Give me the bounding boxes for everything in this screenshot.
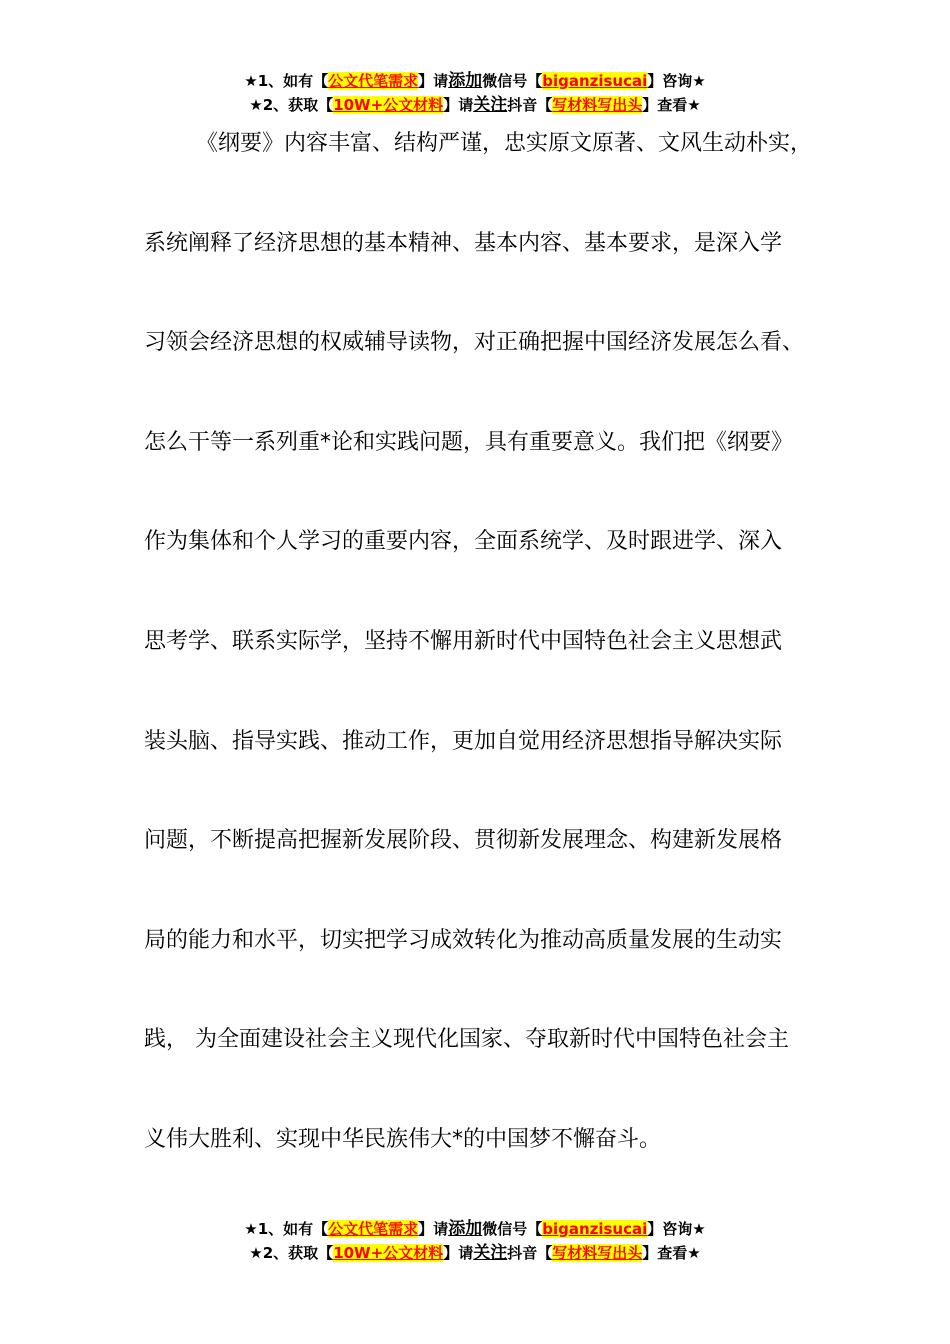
promo-emphasis: 关注 — [473, 95, 508, 115]
wechat-id-highlight: biganzisucai — [542, 1220, 648, 1238]
promo-line-1 — [0, 1217, 950, 1241]
footer-promo — [0, 1217, 950, 1265]
douyin-id-highlight: 写材料写出头 — [552, 96, 643, 114]
paragraph-line: 系统阐释了经济思想的基本精神、基本内容、基本要求，是深入学 — [144, 231, 783, 256]
promo-line-2 — [0, 93, 950, 117]
promo-text: 抖音【 — [507, 96, 553, 114]
promo-text: 】查看★ — [642, 96, 701, 114]
promo-text: ★2、获取【 — [249, 1244, 334, 1262]
paragraph-line: 局的能力和水平，切实把学习成效转化为推动高质量发展的生动实 — [144, 928, 783, 953]
paragraph-line: 义伟大胜利、实现中华民族伟大*的中国梦不懈奋斗。 — [144, 1127, 662, 1152]
promo-text: 】请 — [443, 1244, 474, 1262]
promo-highlight: 公文代笔需求 — [328, 72, 419, 90]
promo-text: 】查看★ — [642, 1244, 701, 1262]
paragraph-line: 作为集体和个人学习的重要内容，全面系统学、及时跟进学、深入 — [144, 529, 783, 554]
promo-emphasis: 关注 — [473, 1243, 508, 1263]
promo-text: 】请 — [418, 1220, 449, 1238]
promo-emphasis: 添加 — [448, 71, 483, 91]
promo-text: 】请 — [443, 96, 474, 114]
promo-text: 微信号【 — [482, 72, 543, 90]
promo-text: 】咨询★ — [647, 1220, 706, 1238]
promo-highlight: 10W+公文材料 — [333, 96, 444, 114]
paragraph-line: 思考学、联系实际学，坚持不懈用新时代中国特色社会主义思想武 — [144, 629, 783, 654]
promo-text: 抖音【 — [507, 1244, 553, 1262]
paragraph-line: 怎么干等一系列重*论和实践问题，具有重要意义。我们把《纲要》 — [144, 430, 794, 455]
promo-line-2 — [0, 1241, 950, 1265]
promo-text: ★2、获取【 — [249, 96, 334, 114]
paragraph-line: 习领会经济思想的权威辅导读物，对正确把握中国经济发展怎么看、 — [144, 330, 805, 355]
paragraph-line: 装头脑、指导实践、推动工作，更加自觉用经济思想指导解决实际 — [144, 729, 783, 754]
promo-text: ★1、如有【 — [244, 1220, 329, 1238]
header-promo — [0, 69, 950, 117]
promo-line-1 — [0, 69, 950, 93]
paragraph-line: 《纲要》内容丰富、结构严谨，忠实原文原著、文风生动朴实， — [196, 131, 813, 156]
promo-text: ★1、如有【 — [244, 72, 329, 90]
promo-text: 微信号【 — [482, 1220, 543, 1238]
paragraph-line: 问题，不断提高把握新发展阶段、贯彻新发展理念、构建新发展格 — [144, 828, 783, 853]
paragraph-line: 践， 为全面建设社会主义现代化国家、夺取新时代中国特色社会主 — [144, 1027, 789, 1052]
wechat-id-highlight: biganzisucai — [542, 72, 648, 90]
douyin-id-highlight: 写材料写出头 — [552, 1244, 643, 1262]
promo-text: 】请 — [418, 72, 449, 90]
promo-text: 】咨询★ — [647, 72, 706, 90]
promo-emphasis: 添加 — [448, 1219, 483, 1239]
promo-highlight: 10W+公文材料 — [333, 1244, 444, 1262]
promo-highlight: 公文代笔需求 — [328, 1220, 419, 1238]
